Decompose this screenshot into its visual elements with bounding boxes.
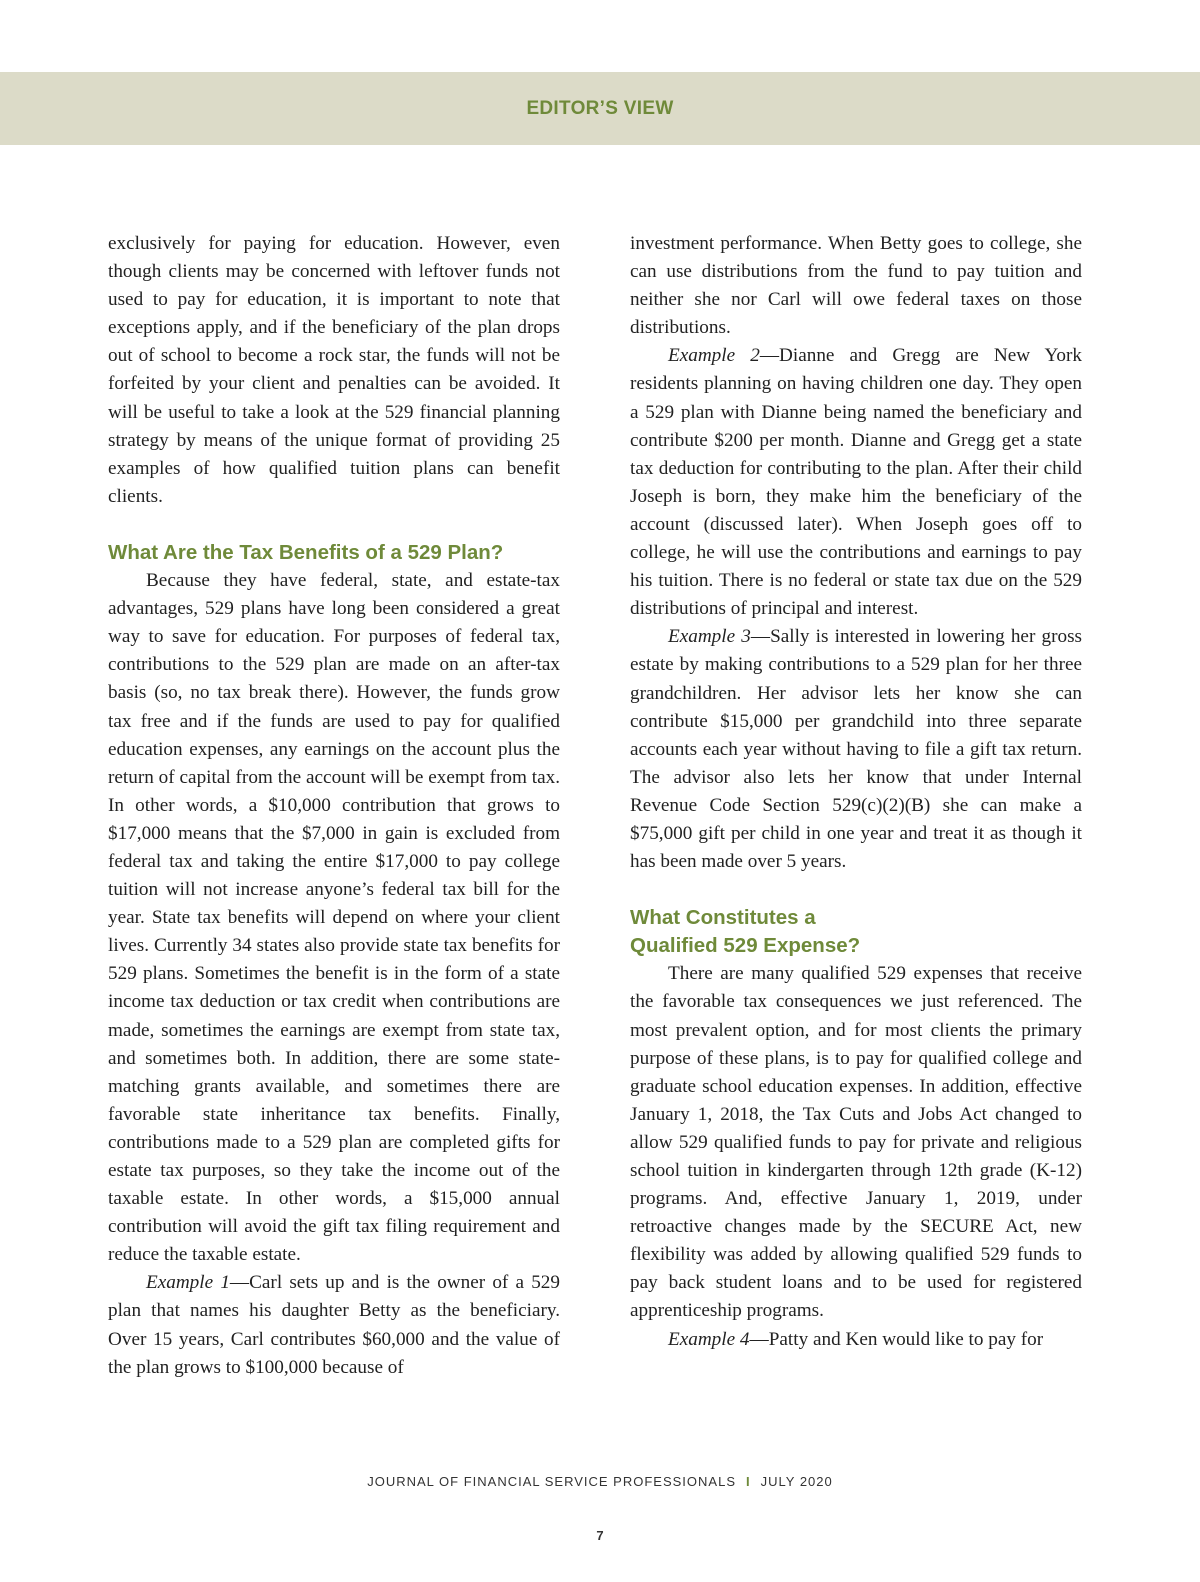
example-text: —Dianne and Gregg are New York residents planning on having children one day. They open a 529 plan with Dianne being named the beneficiary and contribute $200 per month. Dianne and Gregg get a state tax deduction for contributing to the plan. After their child Joseph is born, they make him the beneficiary of the account (discussed later). When Joseph goes off to college, he will use the contributions and earnings to pay his tuition. There is no federal or state tax due on the 529 distributions of principal and interest. <box>630 345 1082 620</box>
example-text: —Sally is interested in lowering her gross estate by making contributions to a 529 plan for her three grandchildren. Her advisor lets her know she can contribute $15,000 per grandchild into three separate accounts each year without having to file a gift tax return. The advisor also lets her know that under Internal Revenue Code Section 529(c)(2)(B) she can make a $75,000 gift per child in one year and treat it as though it has been made over 5 years. <box>630 626 1082 873</box>
paragraph: exclusively for paying for education. However, even though clients may be concerned with leftover funds not used to pay for education, it is important to note that exceptions apply, and if the beneficiary of the plan drops out of school to become a rock star, the funds will not be forfeited by your client and penalties can be avoided. It will be useful to take a look at the 529 financial planning strategy by means of the unique format of providing 25 examples of how qualified tuition plans can benefit clients. <box>108 233 560 507</box>
section-heading-qualified-expense <box>630 904 1082 960</box>
issue-date: JULY 2020 <box>760 1474 833 1489</box>
heading-line-1: What Constitutes a <box>630 906 816 930</box>
paragraph: Because they have federal, state, and estate-tax advantages, 529 plans have long been considered a great way to save for education. For purposes of federal tax, contributions to the 529 plan are made on an after-tax basis (so, no tax break there). However, the funds grow tax free and if the funds are used to pay for qualified education expenses, any earnings on the account plus the return of capital from the account will be exempt from tax. In other words, a $10,000 contribution that grows to $17,000 means that the $7,000 in gain is excluded from federal tax and taking the entire $17,000 to pay college tuition will not increase anyone’s federal tax bill for the year. State tax benefits will depend on where your client lives. Currently 34 states also provide state tax benefits for 529 plans. Sometimes the benefit is in the form of a state income tax deduction or tax credit when contributions are made, sometimes the earnings are exempt from state tax, and sometimes both. In addition, there are some state-matching grants available, and sometimes there are favorable state inheritance tax benefits. Finally, contributions made to a 529 plan are completed gifts for estate tax purposes, so they take the income out of the taxable estate. In other words, a $15,000 annual contribution will avoid the gift tax filing requirement and reduce the taxable estate. <box>108 570 560 1266</box>
example-2-paragraph <box>630 342 1082 623</box>
example-1-paragraph <box>108 1269 560 1381</box>
header-band <box>0 72 1200 145</box>
heading-line-2: Qualified 529 Expense? <box>630 934 861 958</box>
journal-name: JOURNAL OF FINANCIAL SERVICE PROFESSIONALS <box>367 1474 736 1489</box>
page-number: 7 <box>596 1528 604 1543</box>
left-column <box>108 230 560 1382</box>
paragraph: There are many qualified 529 expenses that receive the favorable tax consequences we just referenced. The most prevalent option, and for most clients the primary purpose of these plans, is to pay for qualified college and graduate school education expenses. In addition, effective January 1, 2018, the Tax Cuts and Jobs Act changed to allow 529 qualified funds to pay for private and religious school tuition in kindergarten through 12th grade (K-12) programs. And, effective January 1, 2019, under retroactive changes made by the SECURE Act, new flexibility was added by allowing qualified 529 funds to pay back student loans and to be used for registered apprenticeship programs. <box>630 963 1082 1322</box>
footer <box>0 1474 1200 1489</box>
section-title: EDITOR’S VIEW <box>526 97 674 119</box>
example-label: Example 4 <box>668 1328 750 1350</box>
example-label: Example 2 <box>668 345 760 367</box>
example-label: Example 1 <box>146 1272 230 1294</box>
right-column <box>630 230 1082 1354</box>
example-text: —Carl sets up and is the owner of a 529 plan that names his daughter Betty as the beneficiary. Over 15 years, Carl contributes $60,000 and the value of the plan grows to $100,000 because of <box>108 1272 560 1378</box>
example-4-paragraph <box>630 1326 1082 1354</box>
section-heading-tax-benefits: What Are the Tax Benefits of a 529 Plan? <box>108 540 504 564</box>
example-3-paragraph <box>630 623 1082 876</box>
example-label: Example 3 <box>668 626 751 648</box>
footer-separator: I <box>746 1474 751 1489</box>
example-text: —Patty and Ken would like to pay for <box>749 1328 1044 1350</box>
paragraph: investment performance. When Betty goes to college, she can use distributions from the fund to pay tuition and neither she nor Carl will owe federal taxes on those distributions. <box>630 233 1082 339</box>
